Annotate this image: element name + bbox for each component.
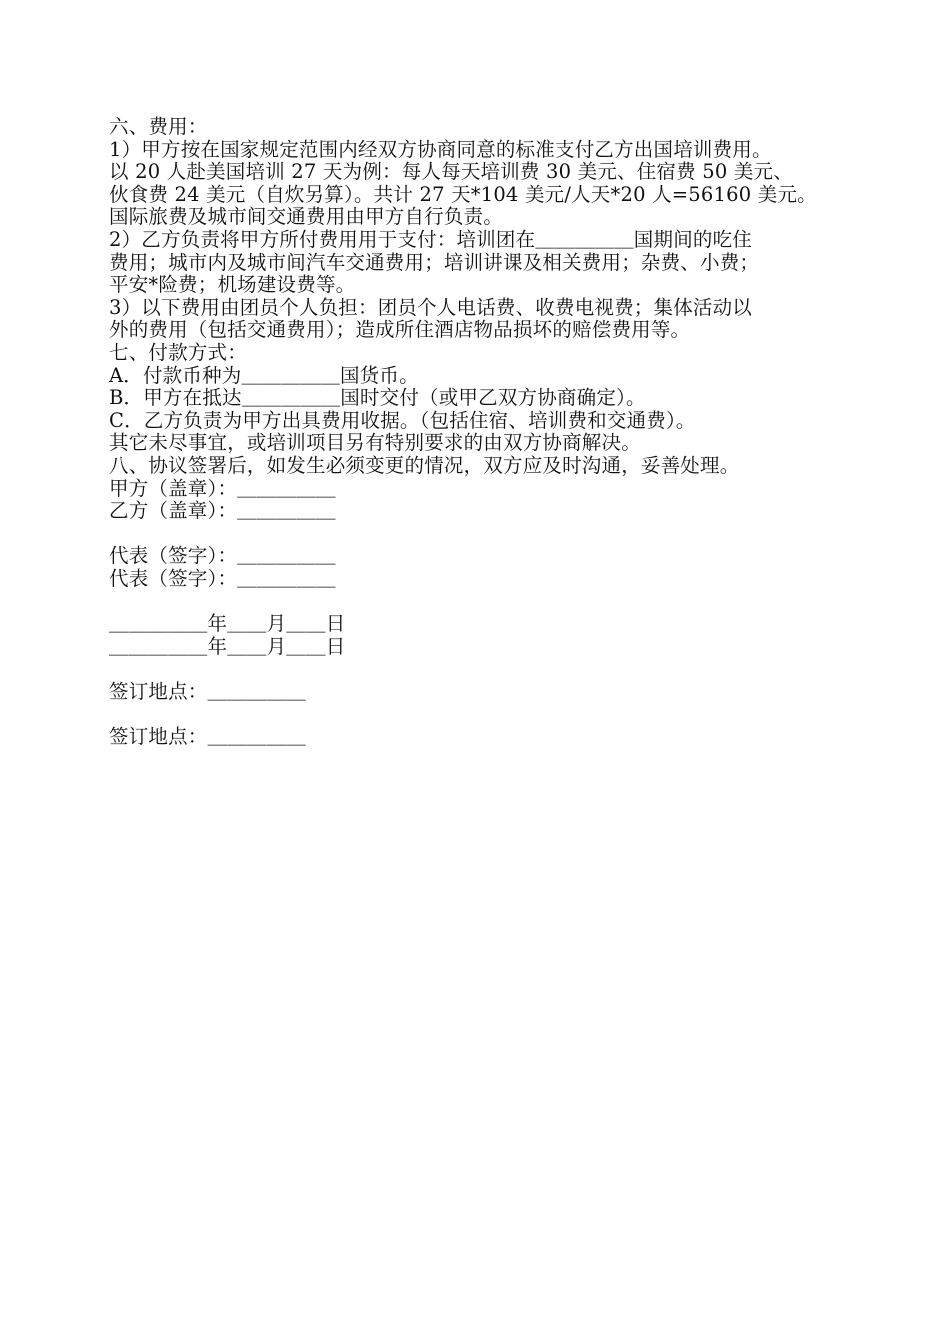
party-b-seal: 乙方（盖章）：＿＿＿＿＿ — [109, 499, 336, 523]
fees-item1-line3: 伙食费 24 美元（自炊另算）。共计 27 天*104 美元/人天*20 人=56160 美元。 — [109, 182, 817, 206]
payment-item-b: B．甲方在抵达＿＿＿＿＿国时交付（或甲乙双方协商确定）。 — [109, 386, 646, 410]
fees-item1-line4: 国际旅费及城市间交通费用由甲方自行负责。 — [109, 205, 504, 229]
spacer — [109, 703, 869, 726]
clause-eight: 八、协议签署后，如发生必须变更的情况，双方应及时沟通，妥善处理。 — [109, 453, 740, 477]
payment-heading: 七、付款方式： — [109, 340, 247, 364]
signing-place-1: 签订地点：＿＿＿＿＿ — [109, 679, 307, 703]
representative-signature-1: 代表（签字）：＿＿＿＿＿ — [109, 544, 336, 568]
spacer — [109, 590, 869, 613]
fees-item1-line2: 以 20 人赴美国培训 27 天为例：每人每天培训费 30 美元、住宿费 50 美元、 — [109, 160, 793, 184]
spacer — [109, 523, 869, 546]
fees-item1-line1: 1）甲方按在国家规定范围内经双方协商同意的标准支付乙方出国培训费用。 — [109, 137, 772, 161]
payment-item-c: C．乙方负责为甲方出具费用收据。（包括住宿、培训费和交通费）。 — [109, 408, 696, 432]
fees-item2-line1: 2）乙方负责将甲方所付费用用于支付：培训团在＿＿＿＿＿国期间的吃住 — [109, 227, 753, 251]
fees-item3-line1: 3）以下费用由团员个人负担：团员个人电话费、收费电视费；集体活动以 — [109, 295, 753, 319]
fees-heading: 六、费用： — [109, 115, 208, 138]
party-a-seal: 甲方（盖章）：＿＿＿＿＿ — [109, 476, 336, 500]
fees-item2-line3: 平安*险费；机场建设费等。 — [109, 273, 356, 297]
payment-item-a: A．付款币种为＿＿＿＿＿国货币。 — [109, 363, 419, 387]
date-line-2: ＿＿＿＿＿年＿＿月＿＿日 — [109, 634, 346, 658]
date-line-1: ＿＿＿＿＿年＿＿月＿＿日 — [109, 612, 346, 636]
signing-place-2: 签订地点：＿＿＿＿＿ — [109, 725, 307, 749]
other-matters: 其它未尽事宜，或培训项目另有特别要求的由双方协商解决。 — [109, 431, 641, 455]
fees-item2-line2: 费用；城市内及城市间汽车交通费用；培训讲课及相关费用；杂费、小费； — [109, 250, 760, 274]
spacer — [109, 658, 869, 681]
document-page — [109, 116, 869, 749]
fees-item3-line2: 外的费用（包括交通费用）；造成所住酒店物品损坏的赔偿费用等。 — [109, 318, 691, 342]
representative-signature-2: 代表（签字）：＿＿＿＿＿ — [109, 566, 336, 590]
